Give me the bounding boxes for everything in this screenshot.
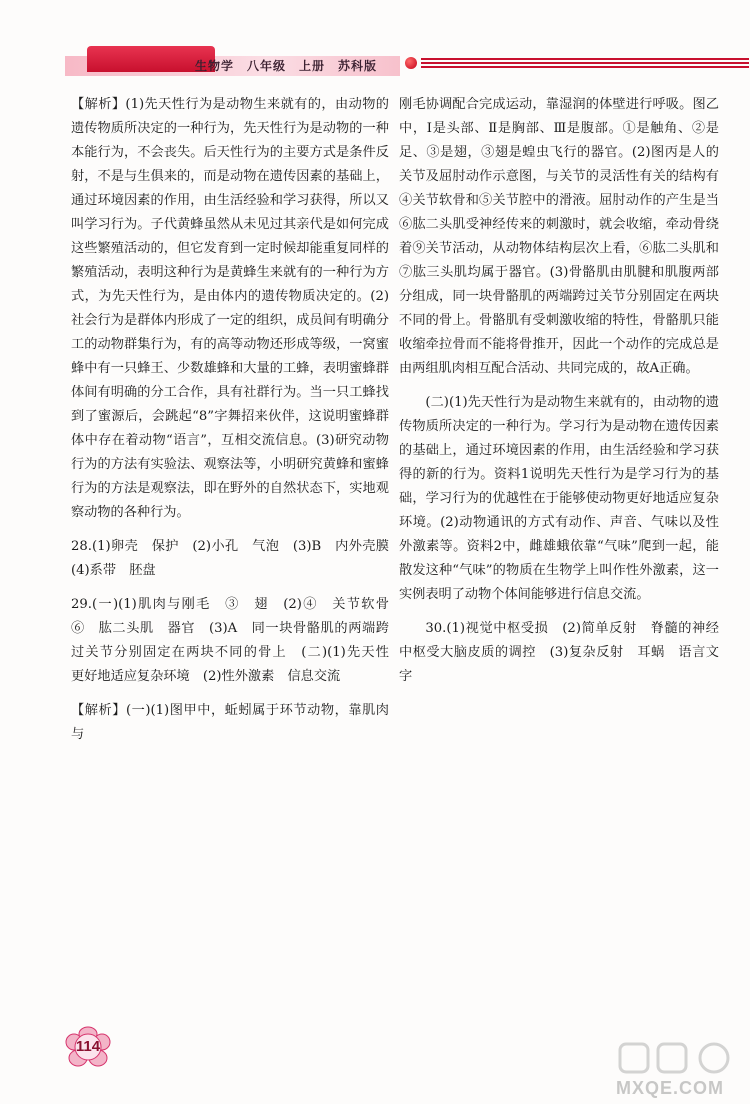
analysis-29-start: 【解析】(一)(1)图甲中，蚯蚓属于环节动物，靠肌肉与 [71,703,389,742]
header-stripes [421,58,749,70]
page-number: 114 [75,1038,101,1055]
page-number-badge [65,1026,111,1068]
watermark [610,1038,750,1104]
analysis-29-continued: 刚毛协调配合完成运动，靠湿润的体壁进行呼吸。图乙中，Ⅰ是头部、Ⅱ是胸部、Ⅲ是腹部。①是触角、②是足、③是翅，③翅是蝗虫飞行的器官。(2)图丙是人的关节及屈肘动作示意图，与关节的灵活性有关的结构有④关节软骨和⑤关节腔中的滑液。屈肘动作的产生是当⑥肱二头肌受神经传来的刺激时，就会收缩，牵动骨绕着⑨关节活动，从动物体结构层次上看，⑥肱二头肌和⑦肱三头肌均属于器官。(3)骨骼肌由肌腱和肌腹两部分组成，同一块骨骼肌的两端跨过关节分别固定在两块不同的骨上。骨骼肌有受刺激收缩的特性，骨骼肌只能收缩牵拉骨而不能将骨推开，因此一个动作的完成总是由两组肌肉相互配合活动、共同完成的，故A正确。 [399,97,719,376]
left-column [71,93,403,747]
header-title: 生物学 八年级 上册 苏科版 [195,59,378,73]
header-dot [405,57,417,69]
page-header [65,46,745,86]
analysis-paragraph-1: 【解析】(1)先天性行为是动物生来就有的，由动物的遗传物质所决定的一种行为，先天性行为是动物的一种本能行为，不会丧失。后天性行为的主要方式是条件反射，不是与生俱来的，而是动物在遗传因素的基础上，通过环境因素的作用，由生活经验和学习获得，所以又叫学习行为。子代黄蜂虽然从未见过其亲代是如何完成这些繁殖活动的，但它发育到一定时候却能重复同样的繁殖活动，表明这种行为是黄蜂生来就有的一种行为方式，为先天性行为，是由体内的遗传物质决定的。(2)社会行为是群体内形成了一定的组织，成员间有明确分工的动物群集行为，有的高等动物还形成等级，一窝蜜蜂中有一只蜂王、少数雄蜂和大量的工蜂，表明蜜蜂群体间有明确的分工合作，具有社群行为。当一只工蜂找到了蜜源后，会跳起“8”字舞招来伙伴，这说明蜜蜂群体中存在着动物“语言”，互相交流信息。(3)研究动物行为的方法有实验法、观察法等，小明研究黄蜂和蜜蜂行为的方法是观察法，即在野外的自然状态下，实地观察动物的各种行为。 [71,97,389,520]
answer-30: 30.(1)视觉中枢受损 (2)简单反射 脊髓的神经中枢受大脑皮质的调控 (3)复杂反射 耳蜗 语言文字 [399,621,719,684]
answer-29: 29.(一)(1)肌肉与刚毛 ③ 翅 (2)④ 关节软骨 ⑥ 肱二头肌 器官 (3)A 同一块骨骼肌的两端跨过关节分别固定在两块不同的骨上 (二)(1)先天性 更好地适应复杂环境 (2)性外激素 信息交流 [71,597,403,684]
answer-28: 28.(1)卵壳 保护 (2)小孔 气泡 (3)B 内外壳膜 (4)系带 胚盘 [71,539,403,578]
watermark-text: MXQE.COM [616,1078,725,1098]
watermark-logo-icon [610,1038,750,1078]
analysis-29-part-2: (二)(1)先天性行为是动物生来就有的，由动物的遗传物质所决定的一种行为。学习行为是动物在遗传因素的基础上，通过环境因素的作用，由生活经验和学习获得的新的行为。资料1说明先天性行为是学习行为的基础，学习行为的优越性在于能够使动物更好地适应复杂环境。(2)动物通讯的方式有动作、声音、气味以及性外激素等。资料2中，雌雄蛾依靠“气味”爬到一起，能散发这种“气味”的物质在生物学上叫作性外激素，这一实例表明了动物个体间能够进行信息交流。 [399,395,719,602]
right-column [399,93,719,689]
